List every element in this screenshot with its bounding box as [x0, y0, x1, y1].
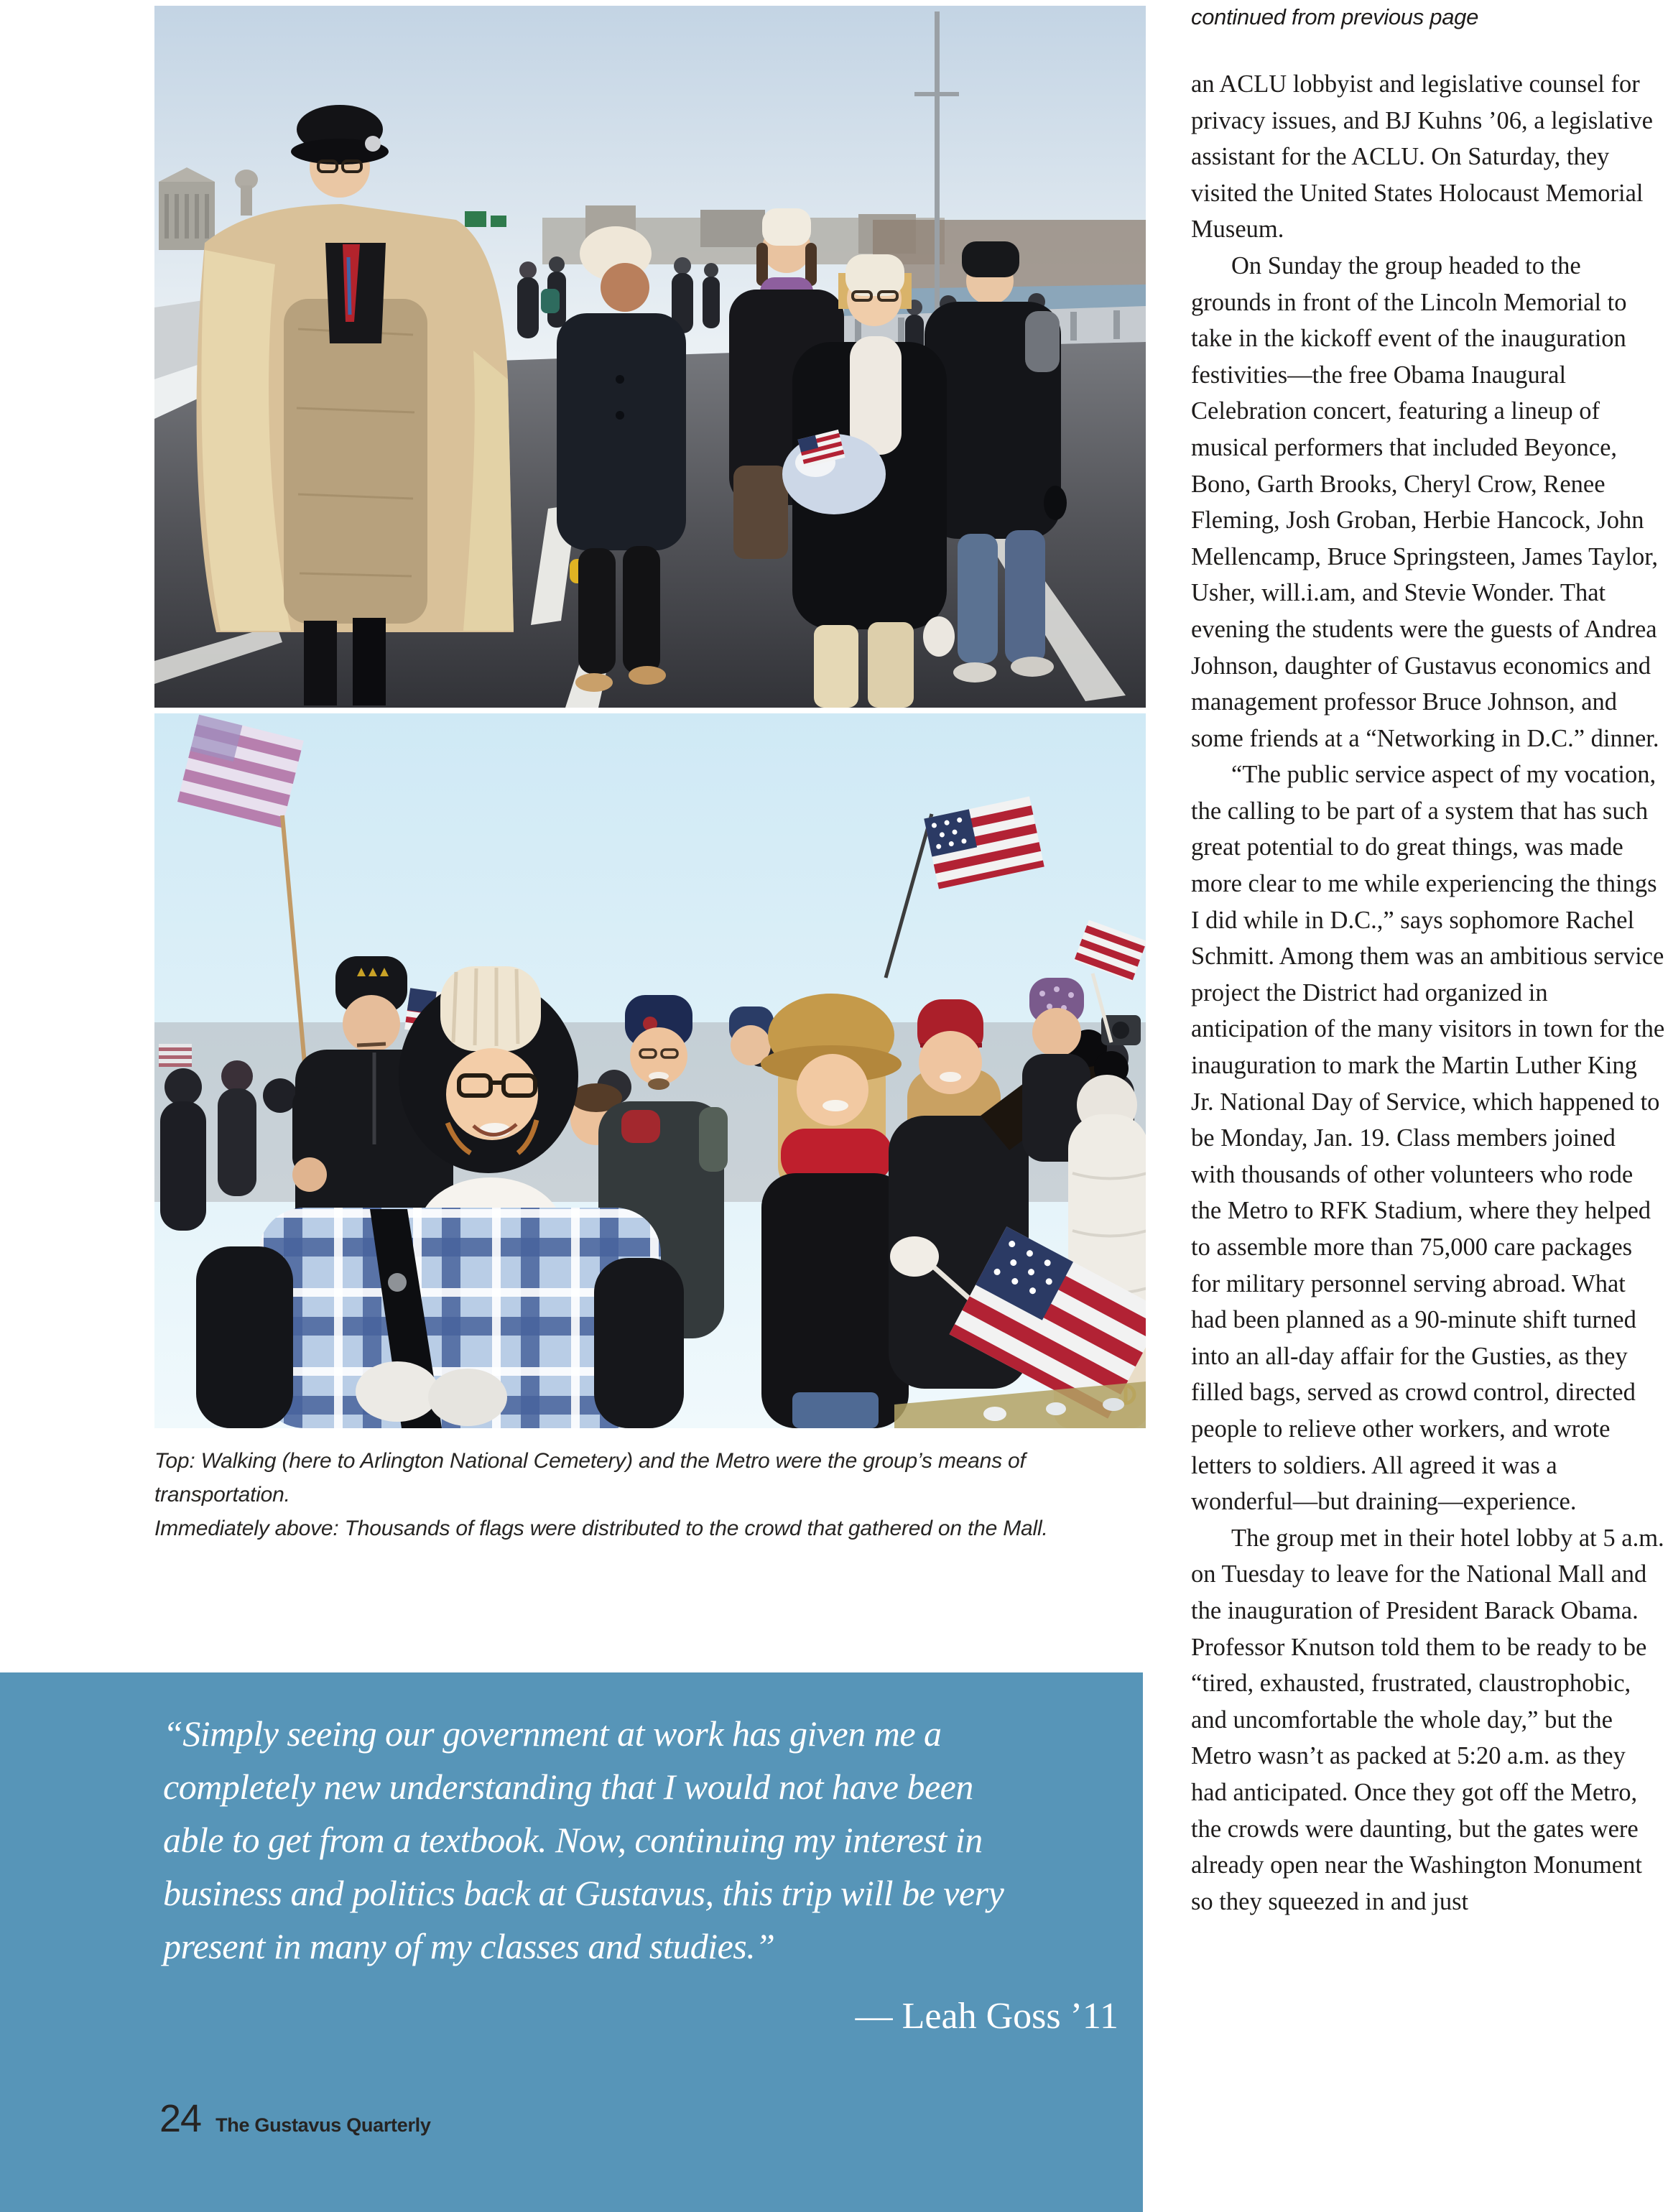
quote-line: business and politics back at Gustavus, this trip will be very: [163, 1873, 1004, 1913]
page-footer: [159, 2099, 431, 2138]
quote-line: completely new understanding that I would not have been: [163, 1767, 973, 1807]
photo-walking: [154, 6, 1146, 708]
student-tan-hat: [761, 994, 909, 1428]
article-paragraph: an ACLU lobbyist and legislative counsel for privacy issues, and BJ Kuhns ’06, a legislative assistant for the ACLU. On Saturday, they visited the United States Holocaust Memorial Museum.: [1191, 70, 1653, 244]
page-number: 24: [159, 2097, 202, 2140]
publication-name: The Gustavus Quarterly: [216, 2114, 431, 2136]
caption-line-top: Top: Walking (here to Arlington National Cemetery) and the Metro were the group’s means of transportation.: [154, 1449, 1026, 1507]
pull-quote: [163, 1707, 1118, 2043]
photo-walking-illustration: [154, 6, 1146, 708]
caption-line-bottom: Immediately above: Thousands of flags were distributed to the crowd that gathered on the Mall.: [154, 1517, 1048, 1540]
quote-line: “Simply seeing our government at work has given me a: [163, 1713, 942, 1754]
photo-crowd-illustration: [154, 713, 1146, 1428]
quote-line: present in many of my classes and studies.”: [163, 1926, 775, 1966]
article-paragraph: The group met in their hotel lobby at 5 a.m. on Tuesday to leave for the National Mall and the inauguration of President Barack Obama. Professor Knutson told them to be ready to be “tired, exhausted, frustrated, claustrophobic, and uncomfortable the whole day,” but the Metro wasn’t as packed at 5:20 a.m. as they had anticipated. Once they got off the Metro, the crowds were daunting, but the gates were already open near the Washington Monument so they squeezed in and just: [1191, 1524, 1664, 1915]
article-text-column: [1191, 66, 1665, 1920]
article-paragraph: On Sunday the group headed to the grounds in front of the Lincoln Memorial to take in the kickoff event of the inauguration festivities—the free Obama Inaugural Celebration concert, featuring a lineup of musical performers that included Beyonce, Bono, Garth Brooks, Cheryl Crow, Renee Fleming, Josh Groban, Herbie Hancock, John Mellencamp, Bruce Springsteen, James Taylor, Usher, will.i.am, and Stevie Wonder. That evening the students were the guests of Andrea Johnson, daughter of Gustavus economics and management professor Bruce Johnson, and some friends at a “Networking in D.C.” dinner.: [1191, 251, 1659, 752]
continued-note: continued from previous page: [1191, 4, 1479, 29]
article-paragraph: “The public service aspect of my vocation, the calling to be part of a system that has such great potential to do great things, was made more clear to me while experiencing the things I did while in D.C.,” says sophomore Rachel Schmitt. Among them was an ambitious service project the District had organized in anticipation of the many visitors in town for the inauguration to mark the Martin Luther King Jr. National Day of Service, which happened to be Monday, Jan. 19. Class members joined with thousands of other volunteers who rode the Metro to RFK Stadium, where they helped to assemble more than 75,000 care packages for military personnel serving abroad. What had been planned as a 90-minute shift turned into an all-day affair for the Gusties, as they filled bags, served as crowd control, directed people to relieve other workers, and wrote letters to soldiers. All agreed it was a wonderful—but draining—experience.: [1191, 761, 1665, 1516]
pull-quote-panel: [0, 1672, 1143, 2212]
quote-line: able to get from a textbook. Now, continuing my interest in: [163, 1820, 983, 1860]
photo-caption: [154, 1444, 1157, 1545]
photo-crowd: [154, 713, 1146, 1428]
quote-attribution: — Leah Goss ’11: [855, 1996, 1118, 2037]
